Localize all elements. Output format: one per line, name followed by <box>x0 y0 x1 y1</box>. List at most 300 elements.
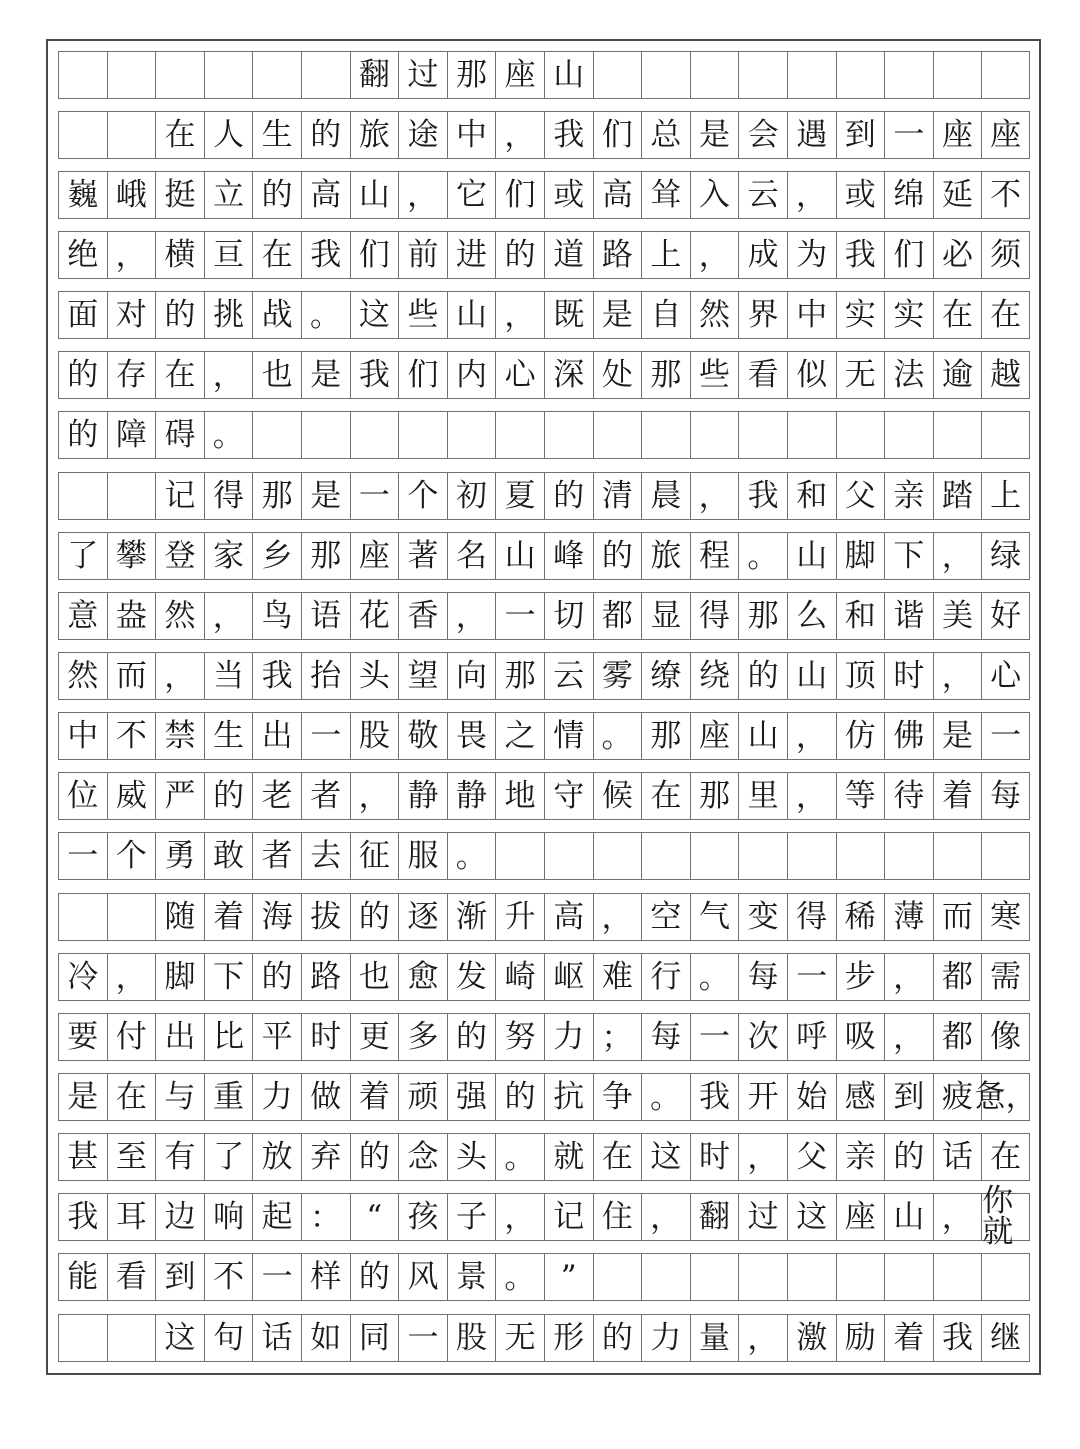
grid-cell: 位 <box>58 772 107 820</box>
grid-cell: 些 <box>690 351 739 399</box>
grid-cell: 等 <box>836 772 885 820</box>
grid-cell: 晨 <box>641 472 690 520</box>
grid-cell: ， <box>495 111 544 159</box>
grid-cell: 。 <box>495 1253 544 1301</box>
grid-cell: 同 <box>350 1314 399 1362</box>
grid-cell: 比 <box>204 1013 253 1061</box>
grid-cell: 内 <box>447 351 496 399</box>
grid-cell: 程 <box>690 532 739 580</box>
grid-cell <box>690 51 739 99</box>
grid-row <box>58 953 1030 1001</box>
grid-row <box>58 1183 1030 1250</box>
grid-cell: 们 <box>884 231 933 279</box>
grid-cell: 这 <box>350 291 399 339</box>
grid-cell: 不 <box>981 171 1030 219</box>
grid-cell: 股 <box>447 1314 496 1362</box>
grid-cell: 鸟 <box>252 592 301 640</box>
grid-cell: 吸 <box>836 1013 885 1061</box>
grid-cell: 绵 <box>884 171 933 219</box>
grid-cell <box>495 411 544 459</box>
grid-cell: 高 <box>593 171 642 219</box>
grid-cell: 敢 <box>204 832 253 880</box>
grid-cell: 们 <box>350 231 399 279</box>
grid-cell: 山 <box>787 532 836 580</box>
grid-row <box>58 111 1030 159</box>
grid-cell: 者 <box>301 772 350 820</box>
grid-cell: 力 <box>252 1073 301 1121</box>
grid-cell: 的 <box>544 472 593 520</box>
grid-cell: 念 <box>398 1133 447 1181</box>
grid-cell: 孩 <box>398 1193 447 1241</box>
grid-row <box>58 291 1030 339</box>
grid-cell: 那 <box>641 351 690 399</box>
grid-row <box>58 231 1030 279</box>
grid-row <box>58 351 1030 399</box>
grid-cell: ” <box>544 1253 593 1301</box>
grid-cell: 力 <box>641 1314 690 1362</box>
grid-cell: ， <box>350 772 399 820</box>
grid-cell: 清 <box>593 472 642 520</box>
grid-cell: 如 <box>301 1314 350 1362</box>
grid-cell: 然 <box>58 652 107 700</box>
grid-cell <box>690 411 739 459</box>
grid-cell: 你就 <box>981 1193 1030 1241</box>
grid-cell: 争 <box>593 1073 642 1121</box>
grid-cell: 头 <box>447 1133 496 1181</box>
grid-cell: 谐 <box>884 592 933 640</box>
grid-cell: 必 <box>933 231 982 279</box>
grid-cell: 心 <box>495 351 544 399</box>
grid-cell <box>252 51 301 99</box>
grid-cell: 平 <box>252 1013 301 1061</box>
grid-cell: 发 <box>447 953 496 1001</box>
grid-cell: 耸 <box>641 171 690 219</box>
grid-cell: 也 <box>350 953 399 1001</box>
grid-cell: 仿 <box>836 712 885 760</box>
grid-cell: 界 <box>738 291 787 339</box>
grid-cell: 那 <box>495 652 544 700</box>
grid-cell <box>836 411 885 459</box>
grid-cell: 话 <box>933 1133 982 1181</box>
grid-cell <box>981 832 1030 880</box>
grid-cell: 途 <box>398 111 447 159</box>
grid-cell: 始 <box>787 1073 836 1121</box>
grid-cell: ， <box>738 1314 787 1362</box>
grid-row <box>58 592 1030 640</box>
grid-cell: 父 <box>787 1133 836 1181</box>
grid-cell <box>787 411 836 459</box>
grid-cell: 座 <box>836 1193 885 1241</box>
grid-cell <box>107 1314 156 1362</box>
grid-cell: 成 <box>738 231 787 279</box>
grid-row <box>58 772 1030 820</box>
grid-cell: 者 <box>252 832 301 880</box>
grid-cell: 就 <box>544 1133 593 1181</box>
grid-cell <box>933 832 982 880</box>
grid-cell: 顽 <box>398 1073 447 1121</box>
grid-cell: ， <box>107 231 156 279</box>
grid-cell: 遇 <box>787 111 836 159</box>
grid-cell: 渐 <box>447 893 496 941</box>
grid-cell: 那 <box>252 472 301 520</box>
grid-cell: 盎 <box>107 592 156 640</box>
grid-row <box>58 1314 1030 1362</box>
grid-cell: 在 <box>981 1133 1030 1181</box>
grid-cell: 气 <box>690 893 739 941</box>
grid-cell: 弃 <box>301 1133 350 1181</box>
grid-cell: 住 <box>593 1193 642 1241</box>
grid-cell: 候 <box>593 772 642 820</box>
grid-cell <box>107 51 156 99</box>
grid-cell: 深 <box>544 351 593 399</box>
grid-cell: 征 <box>350 832 399 880</box>
grid-cell: 随 <box>155 893 204 941</box>
grid-cell: ， <box>107 953 156 1001</box>
grid-cell <box>593 832 642 880</box>
grid-cell: 云 <box>544 652 593 700</box>
grid-cell: 空 <box>641 893 690 941</box>
grid-cell: 山 <box>738 712 787 760</box>
grid-cell: 进 <box>447 231 496 279</box>
grid-cell: 会 <box>738 111 787 159</box>
grid-cell: 每 <box>738 953 787 1001</box>
grid-cell: 无 <box>495 1314 544 1362</box>
grid-cell: 冷 <box>58 953 107 1001</box>
grid-cell: 它 <box>447 171 496 219</box>
grid-cell <box>884 411 933 459</box>
grid-cell: 逾 <box>933 351 982 399</box>
grid-cell: 路 <box>301 953 350 1001</box>
grid-cell: 甚 <box>58 1133 107 1181</box>
grid-cell <box>593 1253 642 1301</box>
grid-cell: 形 <box>544 1314 593 1362</box>
grid-cell: 登 <box>155 532 204 580</box>
grid-row <box>58 51 1030 99</box>
grid-cell: 都 <box>593 592 642 640</box>
grid-cell: 。 <box>447 832 496 880</box>
grid-cell: 脚 <box>836 532 885 580</box>
grid-cell: 旅 <box>350 111 399 159</box>
grid-cell: 看 <box>738 351 787 399</box>
grid-cell: 些 <box>398 291 447 339</box>
grid-cell: 座 <box>350 532 399 580</box>
grid-cell: 也 <box>252 351 301 399</box>
grid-cell: 挑 <box>204 291 253 339</box>
grid-cell: 的 <box>350 1253 399 1301</box>
grid-cell: 得 <box>204 472 253 520</box>
grid-cell: 是 <box>690 111 739 159</box>
grid-cell: 步 <box>836 953 885 1001</box>
grid-cell: 的 <box>58 411 107 459</box>
grid-cell: 与 <box>155 1073 204 1121</box>
grid-cell: 地 <box>495 772 544 820</box>
grid-cell: 看 <box>107 1253 156 1301</box>
grid-cell <box>447 411 496 459</box>
grid-cell: 稀 <box>836 893 885 941</box>
grid-cell: 一 <box>981 712 1030 760</box>
grid-cell: 行 <box>641 953 690 1001</box>
grid-cell: 那 <box>690 772 739 820</box>
grid-cell: 。 <box>593 712 642 760</box>
grid-cell: 在 <box>252 231 301 279</box>
grid-cell: 过 <box>738 1193 787 1241</box>
grid-cell: 然 <box>690 291 739 339</box>
grid-cell: 响 <box>204 1193 253 1241</box>
grid-cell: 强 <box>447 1073 496 1121</box>
grid-cell: 那 <box>301 532 350 580</box>
grid-cell: 我 <box>933 1314 982 1362</box>
grid-cell: 头 <box>350 652 399 700</box>
grid-cell: 中 <box>787 291 836 339</box>
grid-cell: ， <box>933 652 982 700</box>
grid-cell <box>593 51 642 99</box>
grid-cell: 立 <box>204 171 253 219</box>
grid-cell: 个 <box>398 472 447 520</box>
grid-cell: 亘 <box>204 231 253 279</box>
grid-cell: 景 <box>447 1253 496 1301</box>
grid-cell: 了 <box>58 532 107 580</box>
grid-cell: 我 <box>690 1073 739 1121</box>
grid-cell: 显 <box>641 592 690 640</box>
grid-cell <box>58 1314 107 1362</box>
grid-cell: 攀 <box>107 532 156 580</box>
grid-cell: 总 <box>641 111 690 159</box>
grid-row <box>58 411 1030 459</box>
grid-cell: ， <box>787 171 836 219</box>
grid-cell: 。 <box>738 532 787 580</box>
grid-cell: 们 <box>398 351 447 399</box>
grid-cell: 缭 <box>641 652 690 700</box>
grid-cell <box>301 51 350 99</box>
grid-row <box>58 171 1030 219</box>
grid-cell: 重 <box>204 1073 253 1121</box>
grid-cell <box>495 832 544 880</box>
grid-cell <box>58 472 107 520</box>
grid-cell: 是 <box>58 1073 107 1121</box>
grid-cell: 战 <box>252 291 301 339</box>
grid-cell <box>252 411 301 459</box>
grid-cell: 障 <box>107 411 156 459</box>
grid-cell: 一 <box>787 953 836 1001</box>
grid-cell: 情 <box>544 712 593 760</box>
grid-row <box>58 1073 1037 1121</box>
grid-cell <box>593 411 642 459</box>
grid-cell: 一 <box>58 832 107 880</box>
grid-cell: 有 <box>155 1133 204 1181</box>
grid-cell: 能 <box>58 1253 107 1301</box>
grid-cell: 疲 <box>933 1073 982 1121</box>
grid-cell: 难 <box>593 953 642 1001</box>
grid-cell: 脚 <box>155 953 204 1001</box>
grid-cell: 向 <box>447 652 496 700</box>
grid-cell: 崎 <box>495 953 544 1001</box>
grid-cell <box>107 472 156 520</box>
grid-cell: 励 <box>836 1314 885 1362</box>
grid-cell <box>836 832 885 880</box>
grid-cell: 的 <box>884 1133 933 1181</box>
grid-cell: 一 <box>884 111 933 159</box>
grid-cell: 花 <box>350 592 399 640</box>
grid-cell: 我 <box>836 231 885 279</box>
grid-cell: 开 <box>738 1073 787 1121</box>
grid-cell: 出 <box>252 712 301 760</box>
grid-cell <box>738 832 787 880</box>
grid-cell: 力 <box>544 1013 593 1061</box>
grid-cell: 心 <box>981 652 1030 700</box>
grid-row <box>58 472 1030 520</box>
grid-cell: 然 <box>155 592 204 640</box>
grid-cell: 的 <box>738 652 787 700</box>
grid-cell: 生 <box>204 712 253 760</box>
grid-cell: 那 <box>447 51 496 99</box>
grid-cell: 这 <box>155 1314 204 1362</box>
grid-cell: 时 <box>690 1133 739 1181</box>
grid-cell <box>544 411 593 459</box>
grid-cell <box>641 51 690 99</box>
grid-cell: 我 <box>252 652 301 700</box>
grid-cell: 里 <box>738 772 787 820</box>
grid-cell: 而 <box>107 652 156 700</box>
grid-cell: ， <box>738 1133 787 1181</box>
grid-cell: 峨 <box>107 171 156 219</box>
grid-cell: 。 <box>204 411 253 459</box>
grid-cell: ， <box>884 1013 933 1061</box>
grid-cell: 在 <box>155 351 204 399</box>
grid-cell <box>738 411 787 459</box>
grid-cell: 。 <box>495 1133 544 1181</box>
grid-cell: 得 <box>787 893 836 941</box>
grid-cell: 下 <box>884 532 933 580</box>
grid-cell: 挺 <box>155 171 204 219</box>
grid-cell <box>544 832 593 880</box>
grid-cell: 亲 <box>836 1133 885 1181</box>
grid-cell: 需 <box>981 953 1030 1001</box>
grid-row <box>58 832 1030 880</box>
grid-cell: 座 <box>690 712 739 760</box>
grid-cell: ， <box>933 532 982 580</box>
grid-row <box>58 532 1030 580</box>
grid-cell: 绿 <box>981 532 1030 580</box>
grid-cell: 山 <box>447 291 496 339</box>
grid-cell: 这 <box>787 1193 836 1241</box>
grid-row <box>58 893 1030 941</box>
grid-cell <box>738 1253 787 1301</box>
grid-cell: 横 <box>155 231 204 279</box>
grid-cell: 人 <box>204 111 253 159</box>
grid-cell <box>690 832 739 880</box>
grid-cell: 样 <box>301 1253 350 1301</box>
grid-cell: 次 <box>738 1013 787 1061</box>
grid-cell: 静 <box>447 772 496 820</box>
grid-cell: 要 <box>58 1013 107 1061</box>
grid-cell: 耳 <box>107 1193 156 1241</box>
grid-cell: 时 <box>884 652 933 700</box>
grid-cell: 到 <box>884 1073 933 1121</box>
grid-cell: ， <box>398 171 447 219</box>
grid-cell: 语 <box>301 592 350 640</box>
grid-cell: ， <box>447 592 496 640</box>
grid-cell: 海 <box>252 893 301 941</box>
grid-cell: 放 <box>252 1133 301 1181</box>
grid-cell: ， <box>204 592 253 640</box>
grid-cell: 敬 <box>398 712 447 760</box>
grid-cell: 一 <box>301 712 350 760</box>
grid-cell: 的 <box>350 1133 399 1181</box>
grid-cell: 下 <box>204 953 253 1001</box>
grid-cell: 勇 <box>155 832 204 880</box>
grid-cell: 生 <box>252 111 301 159</box>
grid-cell: 这 <box>641 1133 690 1181</box>
grid-cell: 似 <box>787 351 836 399</box>
grid-cell: 望 <box>398 652 447 700</box>
grid-cell: 着 <box>350 1073 399 1121</box>
grid-cell: 旅 <box>641 532 690 580</box>
grid-cell: 都 <box>933 1013 982 1061</box>
grid-cell: 是 <box>933 712 982 760</box>
grid-cell <box>58 51 107 99</box>
grid-cell: 我 <box>350 351 399 399</box>
grid-cell <box>933 411 982 459</box>
grid-cell: 的 <box>252 171 301 219</box>
grid-cell: 像 <box>981 1013 1030 1061</box>
grid-cell: 话 <box>252 1314 301 1362</box>
grid-cell: 须 <box>981 231 1030 279</box>
grid-cell: 中 <box>58 712 107 760</box>
grid-cell: 我 <box>301 231 350 279</box>
grid-cell: 禁 <box>155 712 204 760</box>
grid-cell: ， <box>495 291 544 339</box>
grid-cell: 绝 <box>58 231 107 279</box>
grid-cell <box>690 1253 739 1301</box>
grid-cell <box>933 51 982 99</box>
grid-cell: 那 <box>641 712 690 760</box>
grid-cell: ， <box>155 652 204 700</box>
grid-cell <box>107 111 156 159</box>
grid-cell: 不 <box>204 1253 253 1301</box>
grid-cell: 静 <box>398 772 447 820</box>
grid-cell: 名 <box>447 532 496 580</box>
grid-cell: 感 <box>836 1073 885 1121</box>
grid-cell: 待 <box>884 772 933 820</box>
grid-cell: 时 <box>301 1013 350 1061</box>
grid-cell: 子 <box>447 1193 496 1241</box>
grid-cell: 云 <box>738 171 787 219</box>
grid-cell: 逐 <box>398 893 447 941</box>
grid-cell: 付 <box>107 1013 156 1061</box>
grid-cell: 激 <box>787 1314 836 1362</box>
grid-cell: 继 <box>981 1314 1030 1362</box>
grid-cell: 为 <box>787 231 836 279</box>
grid-cell: 每 <box>641 1013 690 1061</box>
grid-cell: 高 <box>544 893 593 941</box>
grid-cell: 边 <box>155 1193 204 1241</box>
grid-cell: 越 <box>981 351 1030 399</box>
grid-cell <box>204 51 253 99</box>
grid-cell <box>301 411 350 459</box>
grid-cell: 翻 <box>350 51 399 99</box>
grid-cell: 更 <box>350 1013 399 1061</box>
grid-cell: 么 <box>787 592 836 640</box>
grid-cell: 至 <box>107 1133 156 1181</box>
grid-cell: 老 <box>252 772 301 820</box>
grid-cell: 法 <box>884 351 933 399</box>
grid-cell: 记 <box>155 472 204 520</box>
grid-cell: 而 <box>933 893 982 941</box>
grid-cell: 一 <box>495 592 544 640</box>
grid-row <box>58 712 1030 760</box>
grid-cell: ， <box>641 1193 690 1241</box>
grid-cell <box>738 51 787 99</box>
